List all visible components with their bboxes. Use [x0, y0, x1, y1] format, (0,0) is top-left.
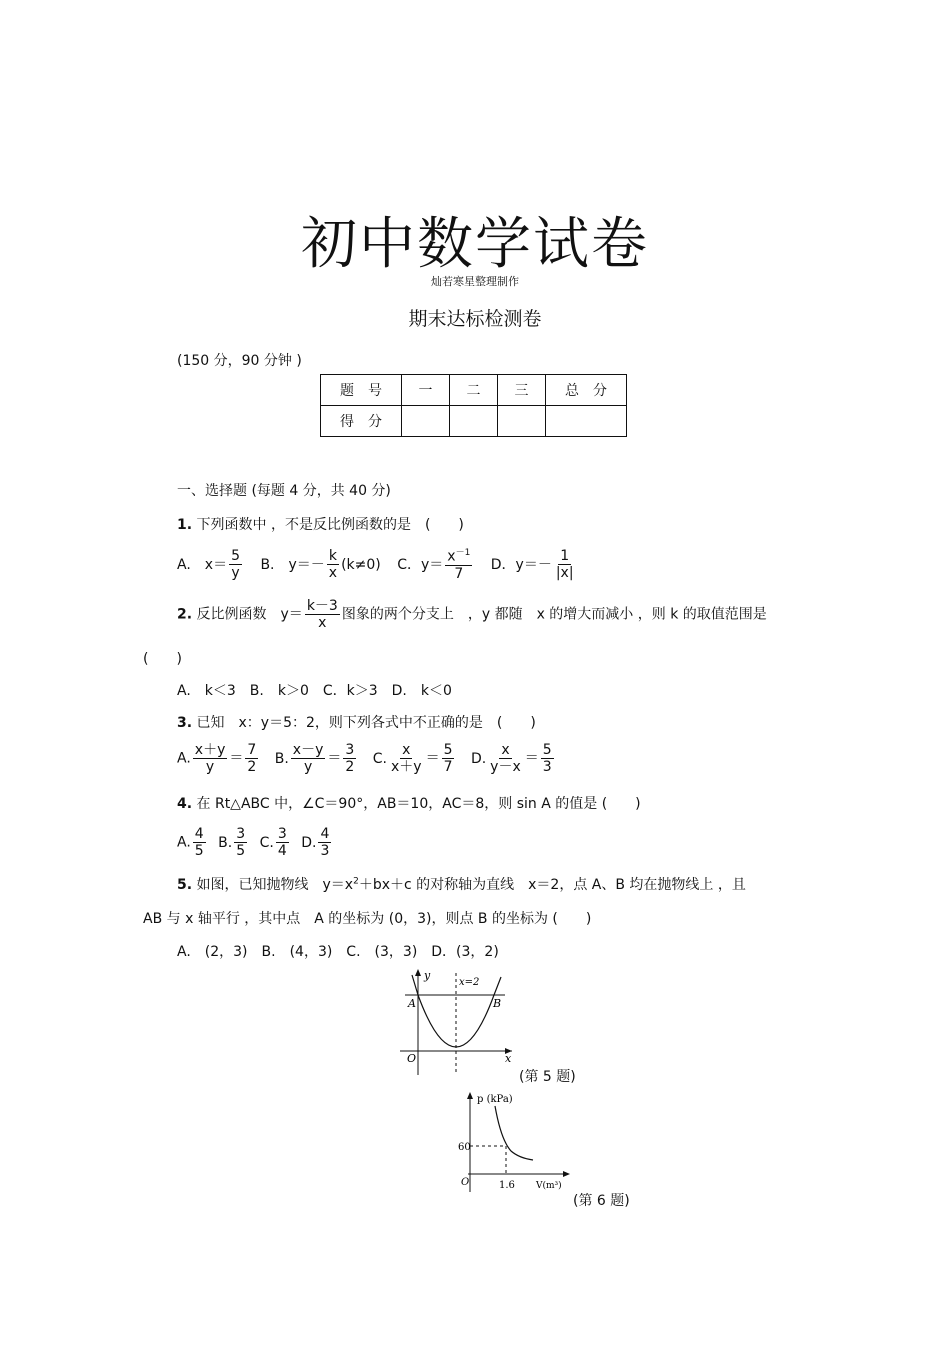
- denominator: 5: [236, 843, 246, 860]
- inverse-curve: [495, 1106, 533, 1160]
- option-b-prefix: B. y＝－: [260, 556, 325, 573]
- numerator: 4: [320, 826, 330, 842]
- y-axis-arrow: [467, 1092, 473, 1099]
- numerator: 5: [542, 742, 552, 758]
- numerator-base: x: [447, 548, 456, 565]
- question-1: [177, 514, 464, 534]
- fraction: [193, 742, 228, 775]
- question-text: 在 Rt△ABC 中，∠C＝90°，AB＝10，AC＝8，则 sin A 的值是 ( ): [196, 796, 641, 812]
- fraction: [327, 548, 339, 581]
- question-5-options: A. (2，3) B. (4，3) C. (3，3) D．(3，2): [177, 944, 499, 960]
- score-header-cell: 总 分: [546, 375, 627, 406]
- origin-label: O: [407, 1052, 417, 1065]
- question-4: [177, 793, 641, 813]
- option-c-prefix: C．y＝: [397, 556, 444, 573]
- denominator: y: [231, 565, 240, 582]
- numerator: x＋y: [194, 742, 226, 758]
- score-header-cell: 题 号: [321, 375, 402, 406]
- denominator: 5: [194, 843, 204, 860]
- denominator: 4: [277, 843, 287, 860]
- exam-subtitle: 期末达标检测卷: [408, 308, 542, 330]
- denominator: 3: [542, 759, 552, 776]
- question-number: 4.: [177, 796, 193, 812]
- denominator: x: [318, 615, 327, 632]
- score-cell[interactable]: [546, 406, 627, 437]
- point-a-label: A: [408, 997, 416, 1010]
- point-b-label: B: [493, 997, 502, 1010]
- equals-sign: ＝: [425, 750, 440, 767]
- numerator: x: [402, 742, 411, 758]
- denominator: x＋y: [390, 759, 422, 776]
- question-text: 如图，已知抛物线 y＝x: [196, 877, 354, 893]
- exponent: 2: [353, 876, 359, 887]
- denominator: 2: [345, 759, 355, 776]
- score-cell[interactable]: [402, 406, 450, 437]
- question-text-cont: 图象的两个分支上 ，y 都随 x 的增大而减小 ，则 k 的取值范围是: [341, 606, 767, 623]
- numerator: 1: [560, 548, 570, 565]
- numerator: k－3: [306, 598, 338, 614]
- option-b-prefix: B.: [274, 750, 289, 767]
- equals-sign: ＝: [327, 750, 342, 767]
- option-c-prefix: C.: [259, 834, 274, 851]
- page-title: 初中数学试卷: [301, 212, 649, 277]
- fraction: [445, 548, 472, 582]
- question-number: 5.: [177, 877, 193, 893]
- question-1-options: [177, 548, 578, 582]
- option-b-prefix: B.: [218, 834, 233, 851]
- question-5-line-2: AB 与 x 轴平行 ，其中点 A 的坐标为 (0，3)，则点 B 的坐标为 ( ): [143, 911, 592, 927]
- y-axis-label: p (kPa): [477, 1094, 513, 1105]
- parabola-curve-extension: [412, 975, 418, 995]
- numerator: 4: [194, 826, 204, 842]
- question-number: 3.: [177, 715, 193, 731]
- exponent: －1: [455, 548, 471, 558]
- answer-bracket: ( ): [143, 651, 182, 667]
- question-text-cont: ＋bx＋c 的对称轴为直线 x＝2，点 A、B 均在抛物线上 ，且: [358, 877, 746, 893]
- fraction: [305, 598, 340, 631]
- numerator: 7: [247, 742, 257, 758]
- x-axis-arrow: [563, 1171, 570, 1177]
- denominator: 2: [247, 759, 257, 776]
- denominator: 7: [454, 565, 464, 582]
- fraction: [554, 548, 576, 581]
- time-note: (150 分，90 分钟 ): [177, 353, 302, 369]
- question-2-options: A. k＜3 B. k＞0 C．k＞3 D. k＜0: [177, 683, 452, 699]
- denominator: y: [303, 759, 313, 776]
- symmetry-axis-label: x=2: [459, 977, 480, 988]
- y-axis-arrow: [415, 969, 421, 976]
- question-number: 1.: [177, 517, 193, 533]
- numerator: 3: [277, 826, 287, 842]
- score-header-cell: 一: [402, 375, 450, 406]
- question-3-options: [177, 742, 556, 775]
- fraction: [234, 826, 247, 859]
- figure-6-caption: (第 6 题): [573, 1193, 630, 1209]
- fraction: [442, 742, 455, 775]
- y-value-label: 60: [458, 1142, 471, 1153]
- denominator: y－x: [490, 759, 521, 776]
- question-text: 下列函数中 ，不是反比例函数的是 ( ): [196, 517, 464, 533]
- origin-label: O: [461, 1177, 470, 1188]
- question-number: 2.: [177, 606, 193, 623]
- numerator: 3: [345, 742, 355, 758]
- fraction: [343, 742, 356, 775]
- numerator: 3: [236, 826, 246, 842]
- fraction: [245, 742, 258, 775]
- numerator: k: [328, 548, 337, 565]
- fraction: [276, 826, 289, 859]
- numerator: [445, 548, 472, 566]
- denominator: |x|: [555, 565, 574, 582]
- x-axis-label: V(m³): [536, 1181, 562, 1191]
- numerator: x－y: [292, 742, 324, 758]
- fraction: [541, 742, 554, 775]
- fraction: [229, 548, 242, 581]
- score-table-score-row: [321, 406, 627, 437]
- fraction: [318, 826, 331, 859]
- question-text: 反比例函数 y＝: [196, 606, 303, 623]
- score-table-header-row: [321, 375, 627, 406]
- option-c-prefix: C.: [372, 750, 387, 767]
- y-axis-label: y: [424, 969, 431, 982]
- question-5: [177, 874, 746, 894]
- denominator: 3: [320, 843, 330, 860]
- option-a-prefix: A.: [177, 834, 191, 851]
- fraction: [389, 742, 424, 775]
- denominator: 7: [443, 759, 453, 776]
- option-d-prefix: D．y＝－: [490, 556, 552, 573]
- question-text: 已知 x：y＝5：2，则下列各式中不正确的是 ( ): [196, 715, 536, 731]
- option-d-prefix: D.: [301, 834, 317, 851]
- option-b-suffix: (k≠0): [341, 556, 381, 573]
- question-3: [177, 712, 536, 732]
- x-axis-label: x: [505, 1052, 512, 1065]
- producer-note: 灿若寒星整理制作: [431, 275, 519, 288]
- numerator: 5: [231, 548, 240, 565]
- fraction: [488, 742, 523, 775]
- score-header-cell: 三: [498, 375, 546, 406]
- equals-sign: ＝: [229, 750, 244, 767]
- numerator: 5: [443, 742, 453, 758]
- fraction: [291, 742, 326, 775]
- score-table: [320, 374, 627, 437]
- option-a-prefix: A.: [177, 750, 191, 767]
- parabola-curve-extension: [494, 977, 501, 995]
- score-cell[interactable]: [498, 406, 546, 437]
- x-value-label: 1.6: [499, 1180, 515, 1191]
- question-2: [177, 598, 767, 631]
- section-heading: 一、选择题 (每题 4 分，共 40 分): [177, 483, 391, 499]
- fraction: [193, 826, 206, 859]
- figure-5-caption: (第 5 题): [519, 1069, 576, 1085]
- option-a-prefix: A. x＝: [177, 556, 228, 573]
- score-header-cell: 二: [450, 375, 498, 406]
- figure-6-pressure-volume: [453, 1088, 573, 1200]
- question-4-options: [177, 826, 333, 859]
- numerator: x: [501, 742, 510, 758]
- score-cell[interactable]: [450, 406, 498, 437]
- option-d-prefix: D.: [470, 750, 487, 767]
- denominator: x: [328, 565, 338, 582]
- equals-sign: ＝: [524, 750, 539, 767]
- denominator: y: [205, 759, 215, 776]
- score-row-label: 得 分: [321, 406, 402, 437]
